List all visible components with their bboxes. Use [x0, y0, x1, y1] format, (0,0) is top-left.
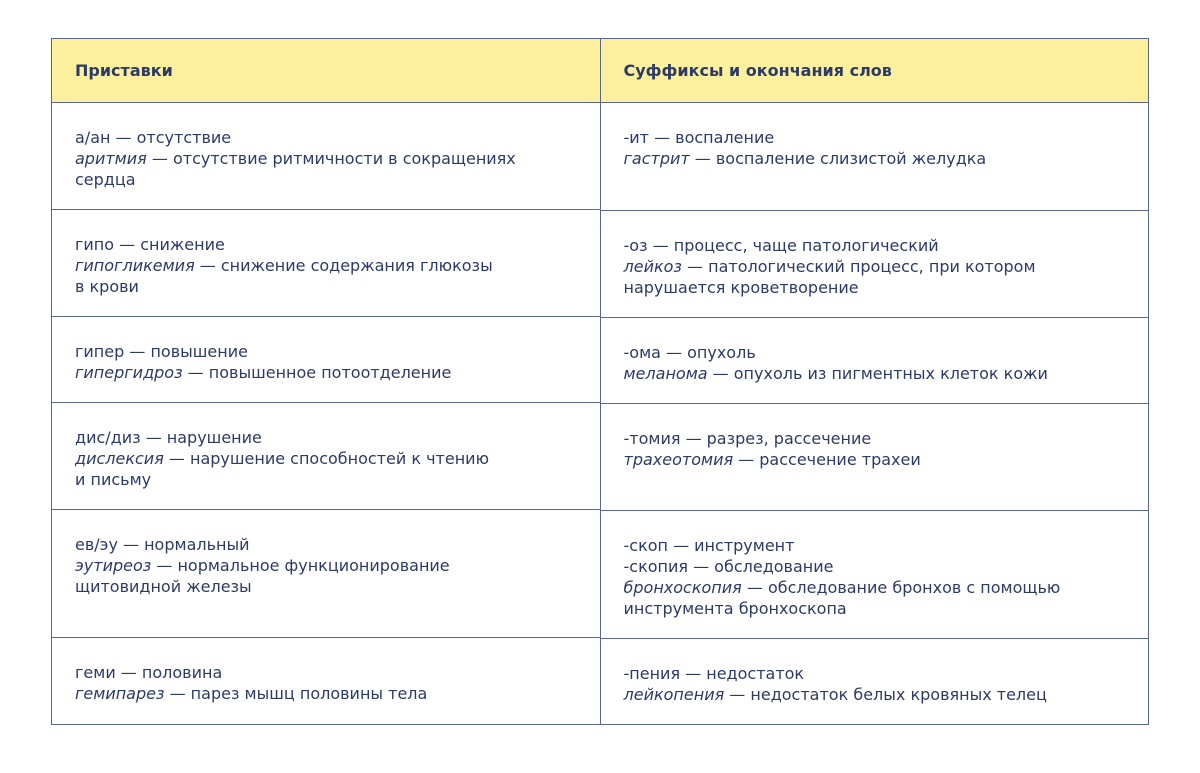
- example-text: — повышенное потоотделение: [182, 363, 452, 382]
- example-line: [624, 449, 1127, 470]
- example-term: лейкопения: [623, 685, 725, 704]
- example-line: [624, 684, 1127, 705]
- definition-line: -томия — разрез, рассечение: [623, 429, 872, 448]
- example-line: [75, 362, 578, 383]
- example-text: — парез мышц половины тела: [164, 684, 428, 703]
- definition-line: гипо — снижение: [75, 235, 225, 254]
- example-term: бронхоскопия: [623, 578, 742, 597]
- example-continuation: инструмента бронхоскопа: [623, 599, 847, 618]
- definition-line: -ит — воспаление: [623, 128, 775, 147]
- example-term: дислексия: [75, 449, 164, 468]
- table-cell-suffix: [601, 404, 1149, 511]
- example-continuation: щитовидной железы: [75, 577, 252, 596]
- definition-line: геми — половина: [75, 663, 223, 682]
- example-text: — патологический процесс, при котором: [681, 257, 1036, 276]
- table-cell-suffix: [601, 511, 1149, 639]
- definition-line: -пения — недостаток: [623, 664, 805, 683]
- example-text: — обследование бронхов с помощью: [741, 578, 1061, 597]
- table-cell-suffix: [601, 318, 1149, 404]
- suffixes-header: Суффиксы и окончания слов: [601, 39, 1149, 103]
- terminology-table: [51, 38, 1149, 725]
- table-cell-prefix: [52, 510, 600, 638]
- example-line: [624, 577, 1127, 598]
- example-line: [75, 255, 578, 276]
- example-term: меланома: [623, 364, 708, 383]
- definition-line: ев/эу — нормальный: [75, 535, 250, 554]
- example-term: эутиреоз: [75, 556, 152, 575]
- example-term: аритмия: [75, 149, 147, 168]
- example-text: — недостаток белых кровяных телец: [724, 685, 1047, 704]
- definition-line: дис/диз — нарушение: [75, 428, 262, 447]
- prefixes-column: [52, 39, 600, 724]
- example-text: — нарушение способностей к чтению: [163, 449, 490, 468]
- example-text: — воспаление слизистой желудка: [689, 149, 987, 168]
- definition-line: -оз — процесс, чаще патологический: [623, 236, 939, 255]
- example-term: гемипарез: [75, 684, 165, 703]
- example-continuation: и письму: [75, 470, 152, 489]
- example-text: — опухоль из пигментных клеток кожи: [707, 364, 1048, 383]
- example-text: — отсутствие ритмичности в сокращениях: [146, 149, 516, 168]
- example-line: [75, 683, 578, 704]
- example-text: — снижение содержания глюкозы: [194, 256, 493, 275]
- example-term: гипогликемия: [75, 256, 195, 275]
- suffixes-column: [600, 39, 1149, 724]
- table-cell-prefix: [52, 403, 600, 510]
- example-line: [624, 256, 1127, 277]
- example-text: — рассечение трахеи: [733, 450, 921, 469]
- definition-line-secondary: -скопия — обследование: [623, 557, 834, 576]
- table-cell-suffix: [601, 211, 1149, 318]
- definition-line: -ома — опухоль: [623, 343, 756, 362]
- example-line: [75, 555, 578, 576]
- example-line: [624, 363, 1127, 384]
- example-line: [75, 148, 578, 169]
- table-cell-prefix: [52, 317, 600, 403]
- example-continuation: сердца: [75, 170, 136, 189]
- table-cell-suffix: [601, 639, 1149, 724]
- example-term: гипергидроз: [75, 363, 183, 382]
- example-term: гастрит: [623, 149, 690, 168]
- table-cell-suffix: [601, 103, 1149, 211]
- table-cell-prefix: [52, 210, 600, 317]
- example-line: [624, 148, 1127, 169]
- definition-line: гипер — повышение: [75, 342, 248, 361]
- example-continuation: в крови: [75, 277, 139, 296]
- table-cell-prefix: [52, 103, 600, 210]
- example-term: лейкоз: [623, 257, 682, 276]
- example-term: трахеотомия: [623, 450, 734, 469]
- definition-line: -скоп — инструмент: [623, 536, 795, 555]
- example-line: [75, 448, 578, 469]
- example-continuation: нарушается кроветворение: [623, 278, 859, 297]
- prefixes-header: Приставки: [52, 39, 600, 103]
- table-cell-prefix: [52, 638, 600, 724]
- example-text: — нормальное функционирование: [151, 556, 450, 575]
- definition-line: а/ан — отсутствие: [75, 128, 232, 147]
